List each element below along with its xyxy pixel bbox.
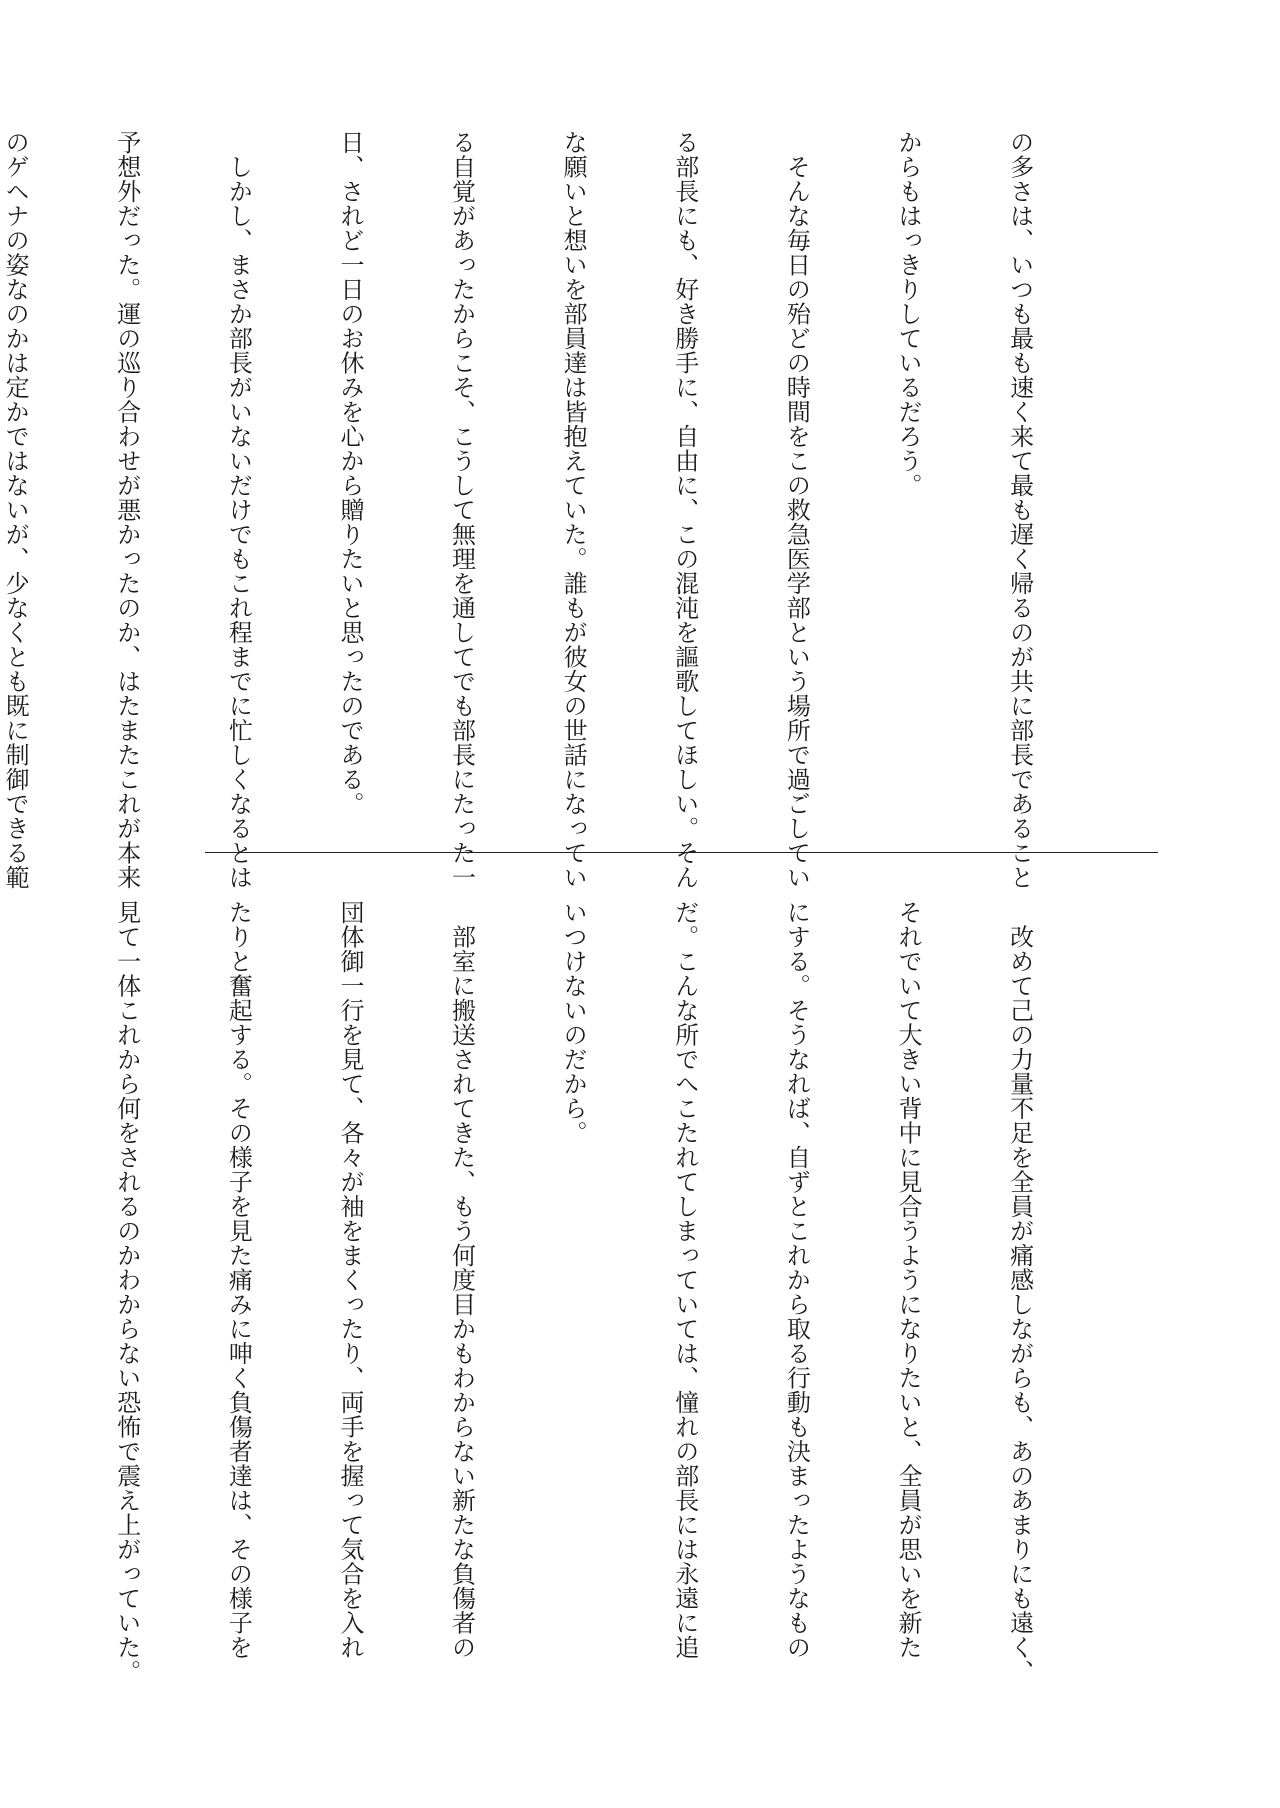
text-line: そんな毎日の殆どの時間をこの救急医学部という場所で過ごしてい [782,130,811,890]
text-line: しかし、まさか部長がいないだけでもこれ程までに忙しくなるとは [224,130,253,890]
text-line: る自覚があったからこそ、こうして無理を通してでも部長にたった一 [447,130,476,890]
text-line: る部長にも、好き勝手に、自由に、この混沌を謳歌してほしい。そん [670,130,699,890]
text-line: 日、されど一日のお休みを心から贈りたいと思ったのである。 [335,130,364,816]
text-line: 見て一体これから何をされるのかわからない恐怖で震え上がっていた。 [112,900,141,1684]
text-line: 団体御一行を見て、各々が袖をまくったり、両手を握って気合を入れ [335,900,364,1660]
text-line: それでいて大きい背中に見合うようになりたいと、全員が思いを新た [893,900,922,1660]
text-line: の多さは、いつも最も速く来て最も遅く帰るのが共に部長であること [1005,130,1034,890]
text-line: にする。そうなれば、自ずとこれから取る行動も決まったようなもの [782,900,811,1660]
text-line: だ。こんな所でへこたれてしまっていては、憧れの部長には永遠に追 [670,900,699,1660]
lower-text-block [112,900,1112,1684]
tier-divider [205,852,1158,853]
text-line: たりと奮起する。その様子を見た痛みに呻く負傷者達は、その様子を [224,900,253,1660]
text-line: のゲヘナの姿なのかは定かではないが、少なくとも既に制御できる範 [1,130,30,890]
upper-text-block [1,130,1112,890]
text-line: いつけないのだから。 [559,900,588,1145]
text-line: な願いと想いを部員達は皆抱えていた。誰もが彼女の世話になってい [559,130,588,890]
text-line: からもはっきりしているだろう。 [893,130,922,498]
text-line: 部室に搬送されてきた、もう何度目かもわからない新たな負傷者の [447,900,476,1660]
text-line: 改めて己の力量不足を全員が痛感しながらも、あのあまりにも遠く、 [1005,900,1034,1684]
text-line: 予想外だった。運の巡り合わせが悪かったのか、はたまたこれが本来 [112,130,141,890]
